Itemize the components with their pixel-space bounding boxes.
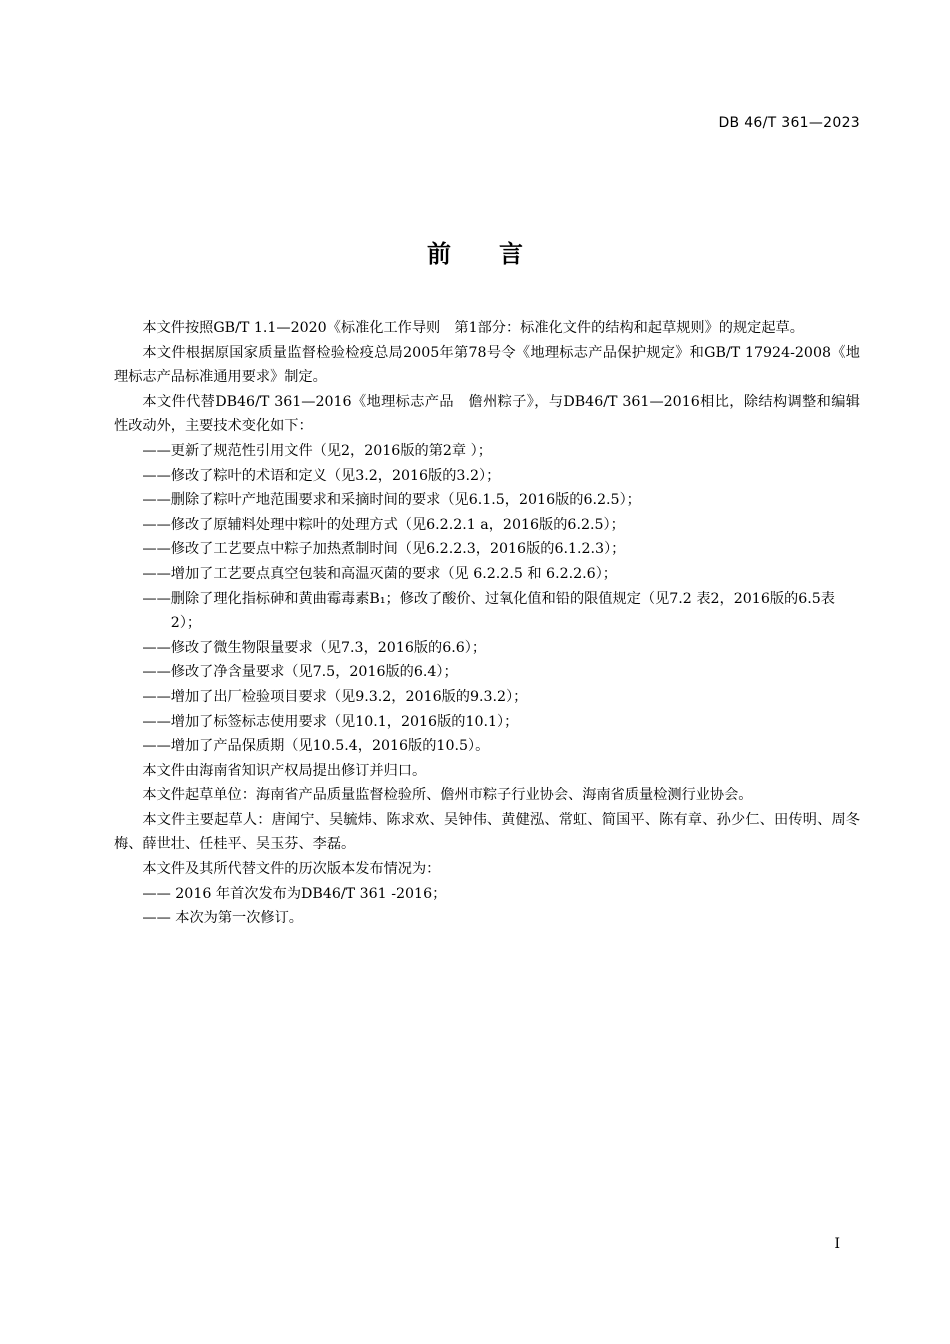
change-item: ——更新了规范性引用文件（见2，2016版的第2章 ）； xyxy=(142,442,492,459)
change-item: ——删除了粽叶产地范围要求和采摘时间的要求（见6.1.5，2016版的6.2.5）； xyxy=(142,492,641,509)
document-number: DB 46/T 361—2023 xyxy=(718,115,860,131)
change-item: ——增加了产品保质期（见10.5.4，2016版的10.5）。 xyxy=(142,738,490,755)
paragraph-drafters: 本文件主要起草人：唐闻宁、吴毓炜、陈求欢、吴钟伟、黄健泓、常虹、简国平、陈有章、孙少仁、田传明、周冬梅、薛世壮、任桂平、吴玉芬、李磊。 xyxy=(114,811,860,853)
paragraph-replacement: 本文件代替DB46/T 361—2016《地理标志产品 儋州粽子》，与DB46/T 361—2016相比，除结构调整和编辑性改动外，主要技术变化如下： xyxy=(114,393,860,435)
change-item: ——修改了工艺要点中粽子加热煮制时间（见6.2.2.3，2016版的6.1.2.3）； xyxy=(142,541,626,558)
paragraph-proposer: 本文件由海南省知识产权局提出修订并归口。 xyxy=(142,762,427,779)
change-item: ——修改了粽叶的术语和定义（见3.2，2016版的3.2）； xyxy=(142,467,501,484)
change-item: ——增加了标签标志使用要求（见10.1，2016版的10.1）； xyxy=(142,713,519,730)
history-item: —— 本次为第一次修订。 xyxy=(142,910,303,927)
page-title: 前言 xyxy=(427,240,571,268)
change-item: ——增加了出厂检验项目要求（见9.3.2，2016版的9.3.2）； xyxy=(142,688,528,705)
paragraph-history-intro: 本文件及其所代替文件的历次版本发布情况为： xyxy=(142,861,441,878)
history-item: —— 2016 年首次发布为DB46/T 361 -2016； xyxy=(142,885,447,902)
paragraph-drafting-units: 本文件起草单位：海南省产品质量监督检验所、儋州市粽子行业协会、海南省质量检测行业协会。 xyxy=(142,787,753,804)
foreword-body xyxy=(114,316,860,931)
paragraph-formulation-basis: 本文件根据原国家质量监督检验检疫总局2005年第78号令《地理标志产品保护规定》和GB/T 17924-2008《地理标志产品标准通用要求》制定。 xyxy=(114,344,860,386)
change-item: ——修改了净含量要求（见7.5，2016版的6.4）； xyxy=(142,664,458,681)
paragraph-drafting-basis: 本文件按照GB/T 1.1—2020《标准化工作导则 第1部分：标准化文件的结构和起草规则》的规定起草。 xyxy=(142,320,804,336)
page-number: I xyxy=(834,1236,840,1252)
change-item: ——删除了理化指标砷和黄曲霉毒素B₁；修改了酸价、过氧化值和铅的限值规定（见7.2 表2，2016版的6.5表2）； xyxy=(142,590,835,632)
change-item: ——修改了原辅料处理中粽叶的处理方式（见6.2.2.1 a，2016版的6.2.5）； xyxy=(142,516,625,533)
change-item: ——修改了微生物限量要求（见7.3，2016版的6.6）； xyxy=(142,639,487,656)
change-item: ——增加了工艺要点真空包装和高温灭菌的要求（见 6.2.2.5 和 6.2.2.6）； xyxy=(142,565,617,582)
